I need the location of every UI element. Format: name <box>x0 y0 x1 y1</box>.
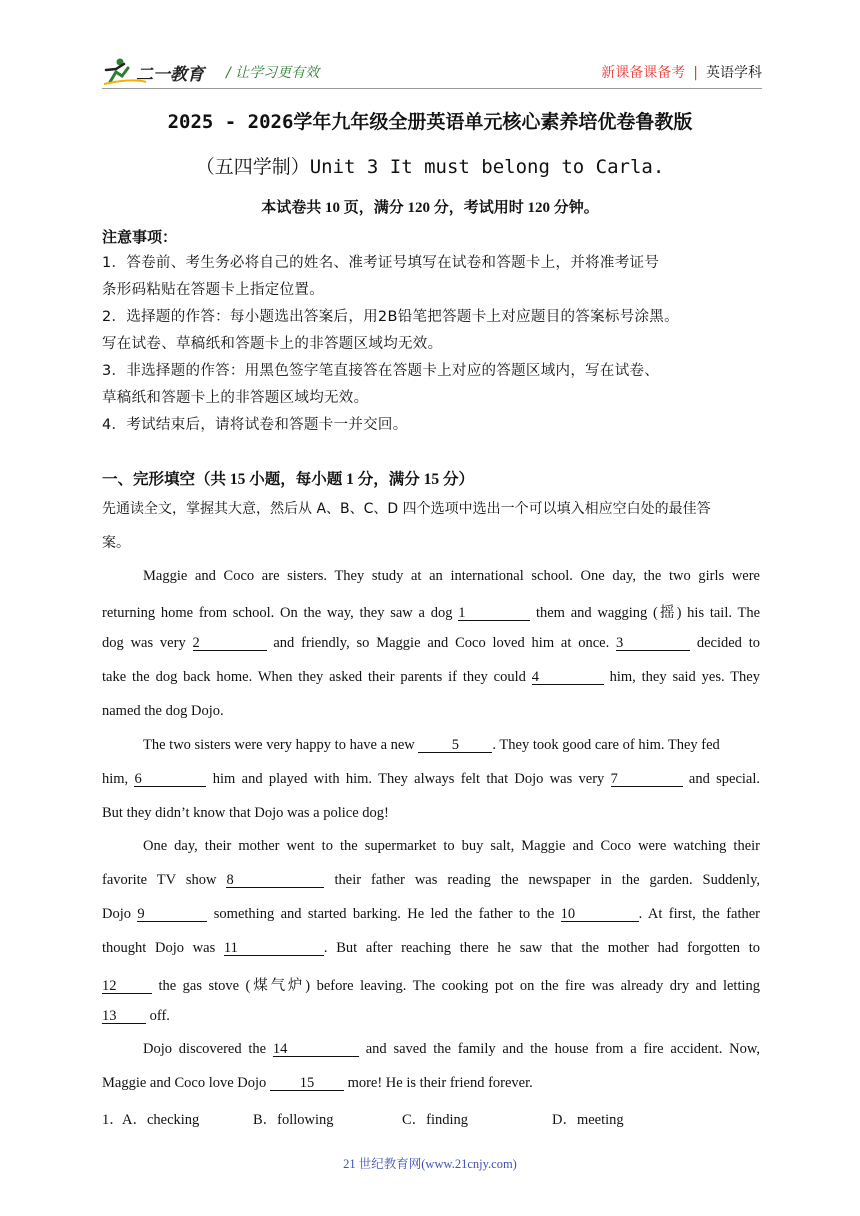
passage-line: favorite TV show 8 their father was reading the newspaper in the garden. Suddenly, <box>102 872 761 888</box>
blank-5: 5 <box>418 738 492 753</box>
header-left-label: 新课备课备考 <box>601 65 686 81</box>
note-line: 3．非选择题的作答：用黑色签字笔直接答在答题卡上对应的答题区域内，写在试卷、 <box>102 363 660 379</box>
passage-line: The two sisters were very happy to have a new 5 . They took good care of him. They fed <box>143 737 720 753</box>
logo-text: 二一教育 <box>136 65 204 85</box>
blank-1: 1 <box>458 606 530 621</box>
note-line: 2．选择题的作答：每小题选出答案后，用2B铅笔把答题卡上对应题目的答案标号涂黑。 <box>102 309 679 325</box>
slogan: / 让学习更有效 <box>226 65 320 81</box>
blank-13: 13 <box>102 1009 146 1024</box>
note-line: 写在试卷、草稿纸和答题卡上的非答题区域均无效。 <box>102 336 443 352</box>
passage-line: One day, their mother went to the supermarket to buy salt, Maggie and Coco were watching their <box>143 838 760 854</box>
section-instruction: 先通读全文，掌握其大意，然后从 A、B、C、D 四个选项中选出一个可以填入相应空白处的最佳答 <box>102 501 711 517</box>
passage-line: 12 the gas stove (煤气炉) before leaving. The cooking pot on the fire was already dry and letting <box>102 978 761 994</box>
note-line: 条形码粘贴在答题卡上指定位置。 <box>102 282 324 298</box>
header-separator: | <box>693 65 698 81</box>
header-subject-label: 英语学科 <box>706 65 762 81</box>
blank-15: 15 <box>270 1076 344 1091</box>
note-line: 4．考试结束后，请将试卷和答题卡一并交回。 <box>102 417 408 433</box>
passage-line: dog was very 2 and friendly, so Maggie and Coco loved him at once. 3 decided to <box>102 635 761 651</box>
blank-9: 9 <box>137 907 207 922</box>
header-divider <box>102 88 762 89</box>
blank-4: 4 <box>532 670 604 685</box>
blank-3: 3 <box>616 636 690 651</box>
runner-logo-icon <box>102 56 220 88</box>
question-number: 1． <box>102 1112 124 1128</box>
passage-line: Maggie and Coco are sisters. They study at an international school. One day, the two girls were <box>143 568 760 584</box>
page-header <box>102 56 762 88</box>
passage-line: Dojo 9 something and started barking. He led the father to the 10 . At first, the father <box>102 906 761 922</box>
option-d: D．meeting <box>552 1112 624 1128</box>
section-title: 一、完形填空（共 15 小题，每小题 1 分，满分 15 分） <box>102 471 475 488</box>
header-right <box>601 62 762 82</box>
passage-line: 13 off. <box>102 1008 170 1024</box>
blank-2: 2 <box>193 636 267 651</box>
brand-logo <box>102 56 220 88</box>
exam-info: 本试卷共 10 页，满分 120 分，考试用时 120 分钟。 <box>261 200 599 216</box>
passage-line: returning home from school. On the way, they saw a dog 1 them and wagging (摇) his tail. The <box>102 605 761 621</box>
passage-line: take the dog back home. When they asked their parents if they could 4 him, they said yes. They <box>102 669 760 685</box>
notes-title: 注意事项： <box>102 228 178 246</box>
section-instruction: 案。 <box>102 535 130 551</box>
blank-14: 14 <box>273 1042 359 1057</box>
passage-line: Maggie and Coco love Dojo 15 more! He is their friend forever. <box>102 1075 533 1091</box>
option-b: B．following <box>253 1112 334 1128</box>
blank-10: 10 <box>561 907 639 922</box>
passage-line: thought Dojo was 11 . But after reaching there he saw that the mother had forgotten to <box>102 940 761 956</box>
blank-6: 6 <box>134 772 206 787</box>
exam-unit-title: （五四学制）Unit 3 It must belong to Carla. <box>195 156 665 178</box>
note-line: 1．答卷前、考生务必将自己的姓名、准考证号填写在试卷和答题卡上，并将准考证号 <box>102 255 660 271</box>
option-c: C．finding <box>402 1112 469 1128</box>
page-footer: 21 世纪教育网(www.21cnjy.com) <box>343 1157 517 1171</box>
option-a: A．checking <box>122 1112 200 1128</box>
blank-7: 7 <box>611 772 683 787</box>
passage-line: Dojo discovered the 14 and saved the family and the house from a fire accident. Now, <box>143 1041 760 1057</box>
passage-line: But they didn’t know that Dojo was a police dog! <box>102 805 389 821</box>
passage-line: named the dog Dojo. <box>102 703 224 719</box>
exam-title: 2025 - 2026学年九年级全册英语单元核心素养培优卷鲁教版 <box>167 111 693 133</box>
blank-11: 11 <box>224 941 324 956</box>
passage-line: him, 6 him and played with him. They always felt that Dojo was very 7 and special. <box>102 771 761 787</box>
blank-12: 12 <box>102 979 152 994</box>
blank-8: 8 <box>226 873 324 888</box>
note-line: 草稿纸和答题卡上的非答题区域均无效。 <box>102 390 369 406</box>
